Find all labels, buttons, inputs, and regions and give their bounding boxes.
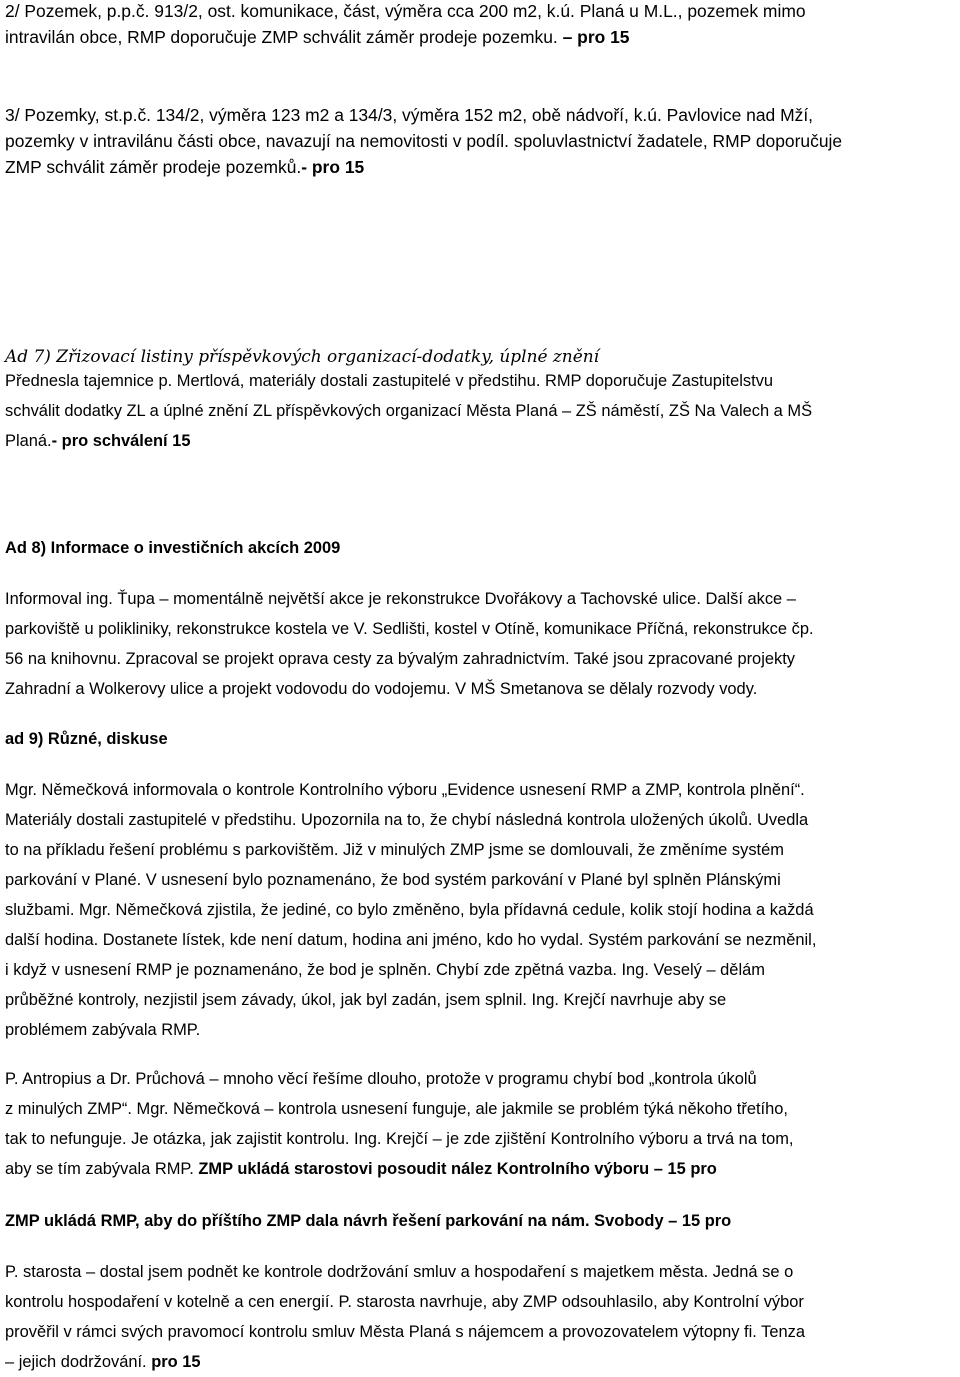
bold-text: - pro schválení 15: [51, 432, 191, 450]
bold-text: ZMP ukládá starostovi posoudit nález Kontrolního výboru – 15 pro: [198, 1160, 717, 1178]
text-line: [5, 584, 960, 614]
text-line: [5, 724, 960, 754]
text-line: [5, 925, 960, 955]
text-run: službami. Mgr. Němečková zjistila, že jediné, co bylo změněno, byla přídavná cedule, kolik stojí hodina a každá: [5, 901, 814, 919]
text-line: [5, 1287, 960, 1317]
text-run: aby se tím zabývala RMP.: [5, 1160, 199, 1178]
text-run: průběžné kontroly, nezjistil jsem závady, úkol, jak byl zadán, jsem splnil. Ing. Krejčí navrhuje aby se: [5, 991, 727, 1009]
text-run: 2/ Pozemek, p.p.č. 913/2, ost. komunikace, část, výměra cca 200 m2, k.ú. Planá u M.L., pozemek mimo: [5, 1, 806, 21]
bold-text: - pro 15: [301, 157, 365, 177]
text-line: [5, 426, 960, 456]
bold-text: ZMP ukládá RMP, aby do příštího ZMP dala návrh řešení parkování na nám. Svobody – 15 pro: [5, 1212, 732, 1230]
text-line: [5, 24, 960, 50]
text-run: 3/ Pozemky, st.p.č. 134/2, výměra 123 m2 a 134/3, výměra 152 m2, obě nádvoří, k.ú. Pavlovice nad Mží,: [5, 105, 814, 125]
ad9-heading: [5, 724, 960, 754]
text-run: ZMP schválit záměr prodeje pozemků.: [5, 157, 302, 177]
bold-text: ad 9) Různé, diskuse: [5, 730, 168, 748]
ad9-paragraph-3: [5, 1206, 960, 1236]
text-line: [5, 1124, 960, 1154]
text-run: i když v usnesení RMP je poznamenáno, že bod je splněn. Chybí zde zpětná vazba. Ing. Veselý – dělám: [5, 961, 765, 979]
text-run: problémem zabývala RMP.: [5, 1021, 201, 1039]
text-line: [5, 154, 960, 180]
text-run: Planá.: [5, 432, 52, 450]
text-line: [5, 805, 960, 835]
ad8-paragraph: [5, 584, 960, 704]
text-line: [5, 102, 960, 128]
text-run: kontrolu hospodaření v kotelně a cen energií. P. starosta navrhuje, aby ZMP odsouhlasilo, aby Kontrolní výbor: [5, 1293, 804, 1311]
text-line: [5, 1015, 960, 1045]
text-line: [5, 865, 960, 895]
text-line: [5, 1347, 960, 1377]
text-run: z minulých ZMP“. Mgr. Němečková – kontrola usnesení funguje, ale jakmile se problém týká někoho třetího,: [5, 1100, 788, 1118]
text-line: [5, 895, 960, 925]
text-line: [5, 1206, 960, 1236]
text-run: další hodina. Dostanete lístek, kde není datum, hodina ani jméno, kdo ho vydal. Systém parkování se nezměnil,: [5, 931, 817, 949]
text-line: [5, 1094, 960, 1124]
text-run: to na příkladu řešení problému s parkovištěm. Již v minulých ZMP jsme se domlouvali, že změníme systém: [5, 841, 784, 859]
bold-text: Ad 8) Informace o investičních akcích 2009: [5, 539, 341, 557]
text-line: [5, 396, 960, 426]
bold-text: – pro 15: [562, 27, 630, 47]
bold-text: pro 15: [151, 1353, 201, 1371]
text-line: [5, 366, 960, 396]
text-line: [5, 674, 960, 704]
text-line: [5, 1317, 960, 1347]
text-run: Informoval ing. Ťupa – momentálně největší akce je rekonstrukce Dvořákovy a Tachovské ulice. Další akce –: [5, 590, 796, 608]
text-run: tak to nefunguje. Je otázka, jak zajistit kontrolu. Ing. Krejčí – je zde zjištění Kontrolního výboru a trvá na tom,: [5, 1130, 794, 1148]
text-run: parkoviště u polikliniky, rekonstrukce kostela ve V. Sedlišti, kostel v Otíně, komunikace Příčná, rekonstrukce čp.: [5, 620, 814, 638]
ad8-heading: [5, 533, 960, 563]
text-line: [5, 644, 960, 674]
text-run: – jejich dodržování.: [5, 1353, 152, 1371]
text-run: parkování v Plané. V usnesení bylo poznamenáno, že bod systém parkování v Plané byl splněn Plánskými: [5, 871, 781, 889]
text-line: [5, 835, 960, 865]
ad9-paragraph-2: [5, 1064, 960, 1184]
text-line: [5, 128, 960, 154]
ad9-paragraph-1: [5, 775, 960, 1045]
text-run: P. Antropius a Dr. Průchová – mnoho věcí řešíme dlouho, protože v programu chybí bod „kontrola úkolů: [5, 1070, 757, 1088]
text-run: intravilán obce, RMP doporučuje ZMP schválit záměr prodeje pozemku.: [5, 27, 563, 47]
text-run: 56 na knihovnu. Zpracoval se projekt oprava cesty za bývalým zahradnictvím. Také jsou zpracované projekty: [5, 650, 796, 668]
text-line: [5, 985, 960, 1015]
ad7-paragraph: [5, 366, 960, 456]
text-line: [5, 1257, 960, 1287]
text-run: schválit dodatky ZL a úplné znění ZL příspěvkových organizací Města Planá – ZŠ náměstí, ZŠ Na Valech a MŠ: [5, 402, 813, 420]
text-run: Zahradní a Wolkerovy ulice a projekt vodovodu do vodojemu. V MŠ Smetanova se dělaly rozvody vody.: [5, 680, 758, 698]
text-run: P. starosta – dostal jsem podnět ke kontrole dodržování smluv a hospodaření s majetkem města. Jedná se o: [5, 1263, 794, 1281]
item-2-paragraph: [5, 0, 960, 50]
text-line: [5, 614, 960, 644]
text-line: [5, 775, 960, 805]
text-line: [5, 1154, 960, 1184]
text-run: prověřil v rámci svých pravomocí kontrolu smluv Města Planá s nájemcem a provozovatelem výtopny fi. Tenza: [5, 1323, 805, 1341]
ad9-paragraph-4: [5, 1257, 960, 1377]
text-line: [5, 955, 960, 985]
text-run: Mgr. Němečková informovala o kontrole Kontrolního výboru „Evidence usnesení RMP a ZMP, kontrola plnění“.: [5, 781, 805, 799]
text-line: [5, 0, 960, 24]
text-run: pozemky v intravilánu části obce, navazují na nemovitosti v podíl. spoluvlastnictví žadatele, RMP doporučuje: [5, 131, 843, 151]
text-run: Přednesla tajemnice p. Mertlová, materiály dostali zastupitelé v předstihu. RMP doporučuje Zastupitelstvu: [5, 372, 774, 390]
text-line: [5, 533, 960, 563]
text-line: [5, 1064, 960, 1094]
text-run: Materiály dostali zastupitelé v předstihu. Upozornila na to, že chybí následná kontrola uložených úkolů. Uvedla: [5, 811, 809, 829]
item-3-paragraph: [5, 102, 960, 180]
text-run: Ad 7) Zřizovací listiny příspěvkových organizací-dodatky, úplné znění: [5, 346, 600, 366]
